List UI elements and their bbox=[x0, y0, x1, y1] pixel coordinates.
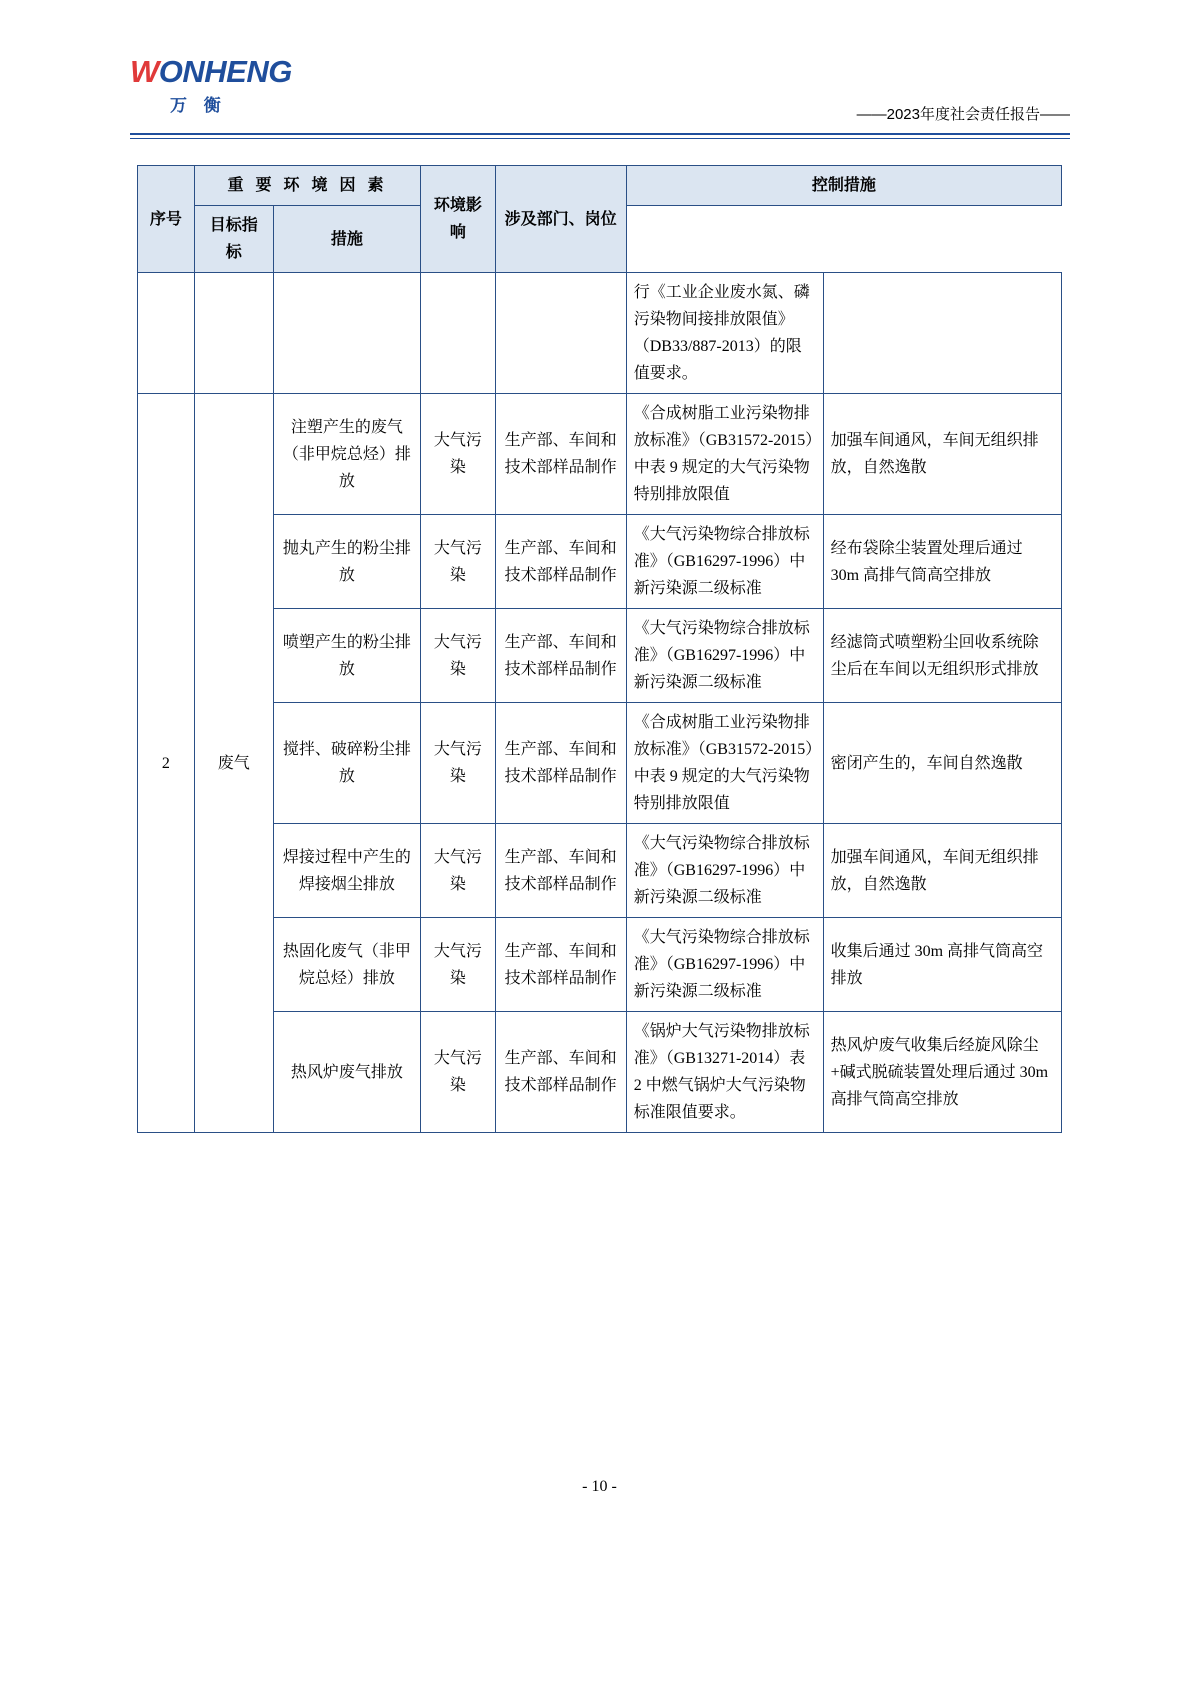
cell-goal: 《大气污染物综合排放标准》（GB16297-1996）中新污染源二级标准 bbox=[626, 515, 823, 609]
table-row bbox=[138, 703, 1062, 824]
cell-dept: 生产部、车间和技术部样品制作 bbox=[495, 824, 626, 918]
header-divider-thin bbox=[130, 138, 1070, 139]
cell-dept bbox=[495, 273, 626, 394]
cell-dept: 生产部、车间和技术部样品制作 bbox=[495, 703, 626, 824]
cell-measure: 热风炉废气收集后经旋风除尘+碱式脱硫装置处理后通过 30m 高排气筒高空排放 bbox=[823, 1012, 1061, 1133]
cell-impact: 大气污染 bbox=[421, 824, 495, 918]
cell-measure: 加强车间通风，车间无组织排放，自然逸散 bbox=[823, 824, 1061, 918]
cell-factor: 热固化废气（非甲烷总烃）排放 bbox=[273, 918, 421, 1012]
environment-factors-table bbox=[137, 165, 1062, 1133]
cell-impact: 大气污染 bbox=[421, 394, 495, 515]
cell-impact: 大气污染 bbox=[421, 609, 495, 703]
cell-measure: 加强车间通风，车间无组织排放，自然逸散 bbox=[823, 394, 1061, 515]
page-header bbox=[130, 55, 1070, 145]
cell-impact: 大气污染 bbox=[421, 703, 495, 824]
table-header bbox=[138, 166, 1062, 273]
table-row bbox=[138, 918, 1062, 1012]
cell-impact: 大气污染 bbox=[421, 1012, 495, 1133]
table-row bbox=[138, 273, 1062, 394]
table-row bbox=[138, 515, 1062, 609]
col-header-seq: 序号 bbox=[138, 166, 195, 273]
col-header-goal: 目标指标 bbox=[194, 206, 273, 273]
col-header-dept: 涉及部门、岗位 bbox=[495, 166, 626, 273]
cell-measure: 经布袋除尘装置处理后通过 30m 高排气筒高空排放 bbox=[823, 515, 1061, 609]
cell-measure: 经滤筒式喷塑粉尘回收系统除尘后在车间以无组织形式排放 bbox=[823, 609, 1061, 703]
logo-accent-letter: W bbox=[130, 54, 159, 89]
cell-goal: 行《工业企业废水氮、磷污染物间接排放限值》（DB33/887-2013）的限值要求。 bbox=[626, 273, 823, 394]
cell-impact bbox=[421, 273, 495, 394]
col-header-element: 重 要 环 境 因 素 bbox=[194, 166, 420, 206]
cell-factor bbox=[273, 273, 421, 394]
col-header-impact: 环境影响 bbox=[421, 166, 495, 273]
cell-impact: 大气污染 bbox=[421, 515, 495, 609]
cell-seq: 2 bbox=[138, 394, 195, 1133]
table-row bbox=[138, 394, 1062, 515]
cell-factor: 焊接过程中产生的焊接烟尘排放 bbox=[273, 824, 421, 918]
cell-dept: 生产部、车间和技术部样品制作 bbox=[495, 918, 626, 1012]
cell-dept: 生产部、车间和技术部样品制作 bbox=[495, 609, 626, 703]
cell-goal: 《合成树脂工业污染物排放标准》（GB31572-2015）中表 9 规定的大气污染物特别排放限值 bbox=[626, 703, 823, 824]
cell-dept: 生产部、车间和技术部样品制作 bbox=[495, 1012, 626, 1133]
cell-factor: 喷塑产生的粉尘排放 bbox=[273, 609, 421, 703]
cell-goal: 《大气污染物综合排放标准》（GB16297-1996）中新污染源二级标准 bbox=[626, 609, 823, 703]
logo-rest-letters: ONHENG bbox=[158, 54, 292, 89]
table-row bbox=[138, 824, 1062, 918]
logo-chinese-name: 万 衡 bbox=[170, 96, 227, 115]
cell-factor: 搅拌、破碎粉尘排放 bbox=[273, 703, 421, 824]
table-body bbox=[138, 273, 1062, 1133]
table-row bbox=[138, 609, 1062, 703]
cell-dept: 生产部、车间和技术部样品制作 bbox=[495, 515, 626, 609]
table-header-row-1 bbox=[138, 166, 1062, 206]
cell-element bbox=[194, 273, 273, 394]
cell-measure: 密闭产生的，车间自然逸散 bbox=[823, 703, 1061, 824]
cell-element: 废气 bbox=[194, 394, 273, 1133]
cell-goal: 《锅炉大气污染物排放标准》（GB13271-2014）表 2 中燃气锅炉大气污染物标准限值要求。 bbox=[626, 1012, 823, 1133]
cell-factor: 注塑产生的废气（非甲烷总烃）排放 bbox=[273, 394, 421, 515]
cell-measure bbox=[823, 273, 1061, 394]
cell-goal: 《大气污染物综合排放标准》（GB16297-1996）中新污染源二级标准 bbox=[626, 824, 823, 918]
cell-measure: 收集后通过 30m 高排气筒高空排放 bbox=[823, 918, 1061, 1012]
cell-factor: 热风炉废气排放 bbox=[273, 1012, 421, 1133]
col-header-control: 控制措施 bbox=[626, 166, 1061, 206]
cell-goal: 《合成树脂工业污染物排放标准》（GB31572-2015）中表 9 规定的大气污染物特别排放限值 bbox=[626, 394, 823, 515]
cell-dept: 生产部、车间和技术部样品制作 bbox=[495, 394, 626, 515]
environment-factors-table-wrapper bbox=[137, 165, 1062, 1133]
page-number: - 10 - bbox=[582, 1478, 617, 1495]
cell-impact: 大气污染 bbox=[421, 918, 495, 1012]
header-divider-thick bbox=[130, 133, 1070, 135]
report-title: ——2023年度社会责任报告—— bbox=[856, 106, 1070, 123]
col-header-measure: 措施 bbox=[273, 206, 421, 273]
cell-goal: 《大气污染物综合排放标准》（GB16297-1996）中新污染源二级标准 bbox=[626, 918, 823, 1012]
cell-factor: 抛丸产生的粉尘排放 bbox=[273, 515, 421, 609]
company-logo bbox=[130, 55, 315, 117]
cell-seq bbox=[138, 273, 195, 394]
table-row bbox=[138, 1012, 1062, 1133]
logo-wordmark bbox=[130, 55, 315, 89]
